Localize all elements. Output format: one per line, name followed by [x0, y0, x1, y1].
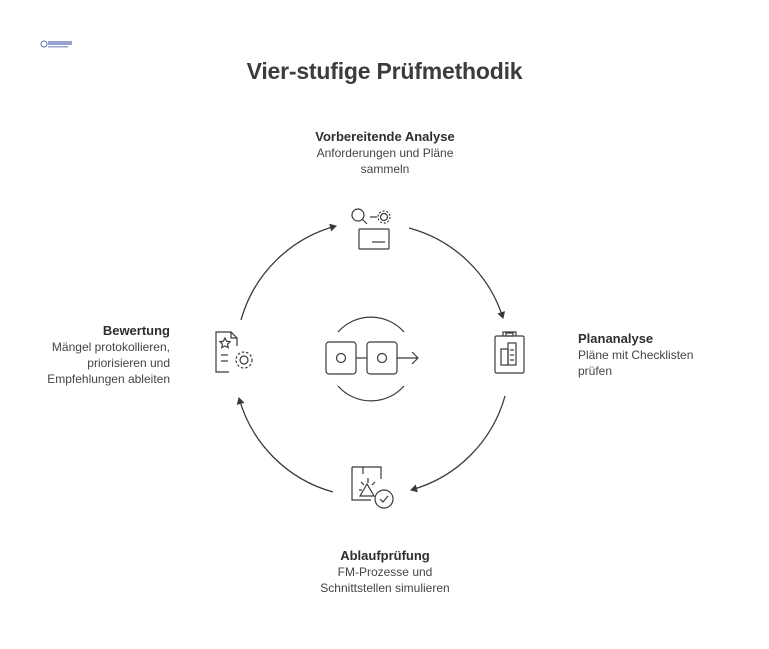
arrow-top-to-right — [409, 228, 503, 318]
document-star-gear-icon — [216, 332, 252, 372]
step-description: Pläne mit Checklisten prüfen — [578, 348, 694, 378]
step-description: Mängel protokollieren, priorisieren und Empfehlungen ableiten — [47, 340, 170, 386]
step-title: Ablaufprüfung — [340, 548, 430, 563]
step-description: Anforderungen und Pläne sammeln — [316, 146, 454, 176]
magnifier-gear-folder-icon — [352, 209, 390, 249]
process-check-icon — [352, 467, 393, 508]
step-description: FM-Prozesse und Schnittstellen simulieren — [320, 565, 450, 595]
step-title: Bewertung — [102, 323, 170, 338]
arrow-bottom-to-left — [239, 398, 333, 492]
arrow-left-to-top — [241, 226, 336, 320]
step-title: Vorbereitende Analyse — [315, 129, 455, 144]
clipboard-checklist-icon — [495, 332, 524, 373]
step-title: Plananalyse — [578, 331, 654, 346]
arrow-right-to-bottom — [411, 396, 505, 490]
page-title: Vier-stufige Prüfmethodik — [246, 58, 523, 84]
cycle-process-icon — [326, 317, 418, 401]
